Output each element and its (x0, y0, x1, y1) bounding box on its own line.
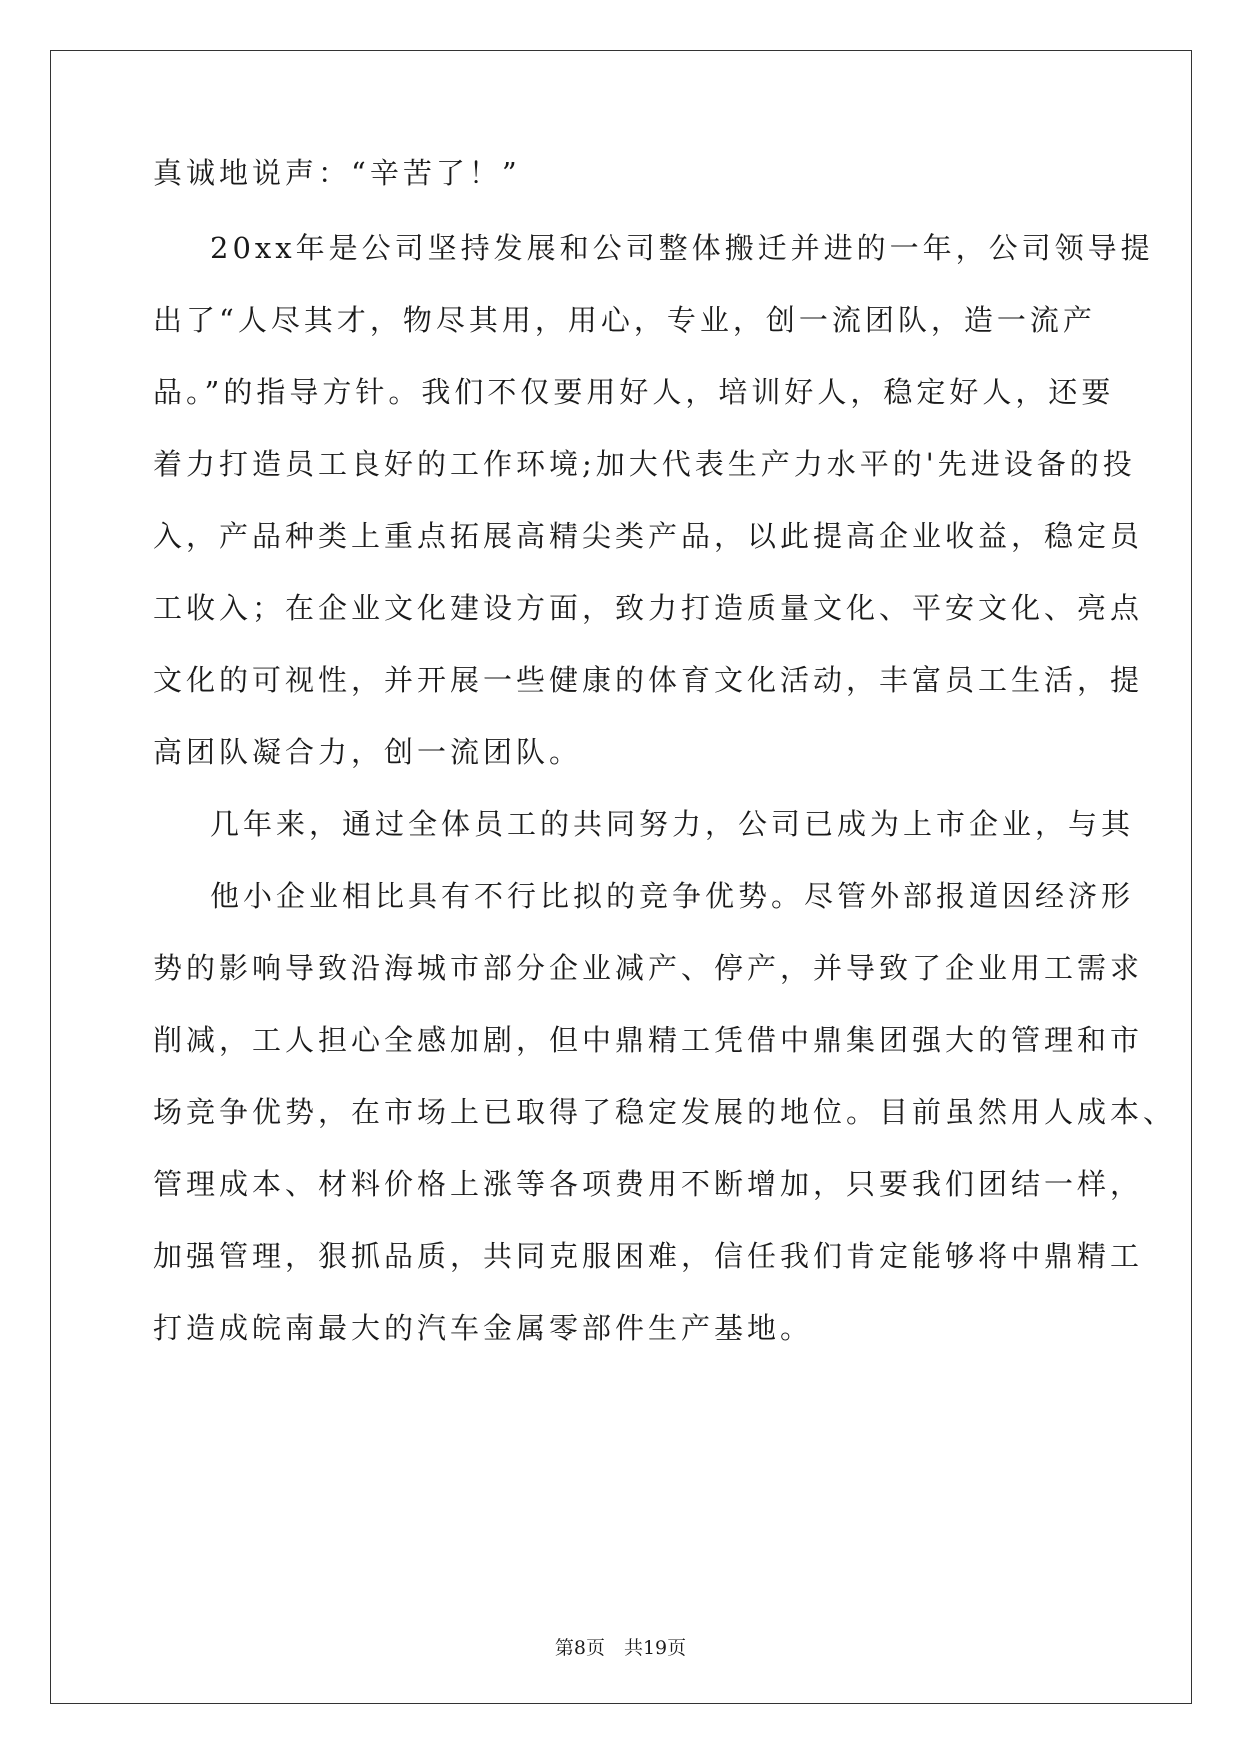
text-line: 出了“人尽其才，物尽其用，用心，专业，创一流团队，造一流产 (153, 303, 1096, 337)
text-line: 入，产品种类上重点拓展高精尖类产品，以此提高企业收益，稳定员 (153, 519, 1144, 553)
text-line: 工收入；在企业文化建设方面，致力打造质量文化、平安文化、亮点 (153, 591, 1144, 625)
text-line: 着力打造员工良好的工作环境;加大代表生产力水平的'先进设备的投 (153, 447, 1136, 481)
text-line: 他小企业相比具有不行比拟的竞争优势。尽管外部报道因经济形 (210, 879, 1135, 913)
paragraph-first-line: 20xx年是公司坚持发展和公司整体搬迁并进的一年，公司领导提 (210, 231, 1154, 265)
paragraph-first-line: 几年来，通过全体员工的共同努力，公司已成为上市企业，与其 (210, 807, 1135, 841)
text-line: 文化的可视性，并开展一些健康的体育文化活动，丰富员工生活，提 (153, 663, 1144, 697)
page-border (50, 50, 1192, 1704)
text-line: 场竞争优势，在市场上已取得了稳定发展的地位。目前虽然用人成本、 (153, 1095, 1177, 1129)
page-number-footer: 第8页 共19页 (554, 1637, 687, 1659)
text-line: 管理成本、材料价格上涨等各项费用不断增加，只要我们团结一样， (153, 1167, 1144, 1201)
text-line: 削减，工人担心全感加剧，但中鼎精工凭借中鼎集团强大的管理和市 (153, 1023, 1144, 1057)
text-line: 加强管理，狠抓品质，共同克服困难，信任我们肯定能够将中鼎精工 (153, 1239, 1144, 1273)
text-line: 真诚地说声：“辛苦了！” (153, 156, 521, 190)
text-line: 打造成皖南最大的汽车金属零部件生产基地。 (153, 1311, 814, 1345)
text-line: 势的影响导致沿海城市部分企业减产、停产，并导致了企业用工需求 (153, 951, 1144, 985)
text-line: 品。”的指导方针。我们不仅要用好人，培训好人，稳定好人，还要 (153, 375, 1115, 409)
text-line: 高团队凝合力，创一流团队。 (153, 735, 583, 769)
